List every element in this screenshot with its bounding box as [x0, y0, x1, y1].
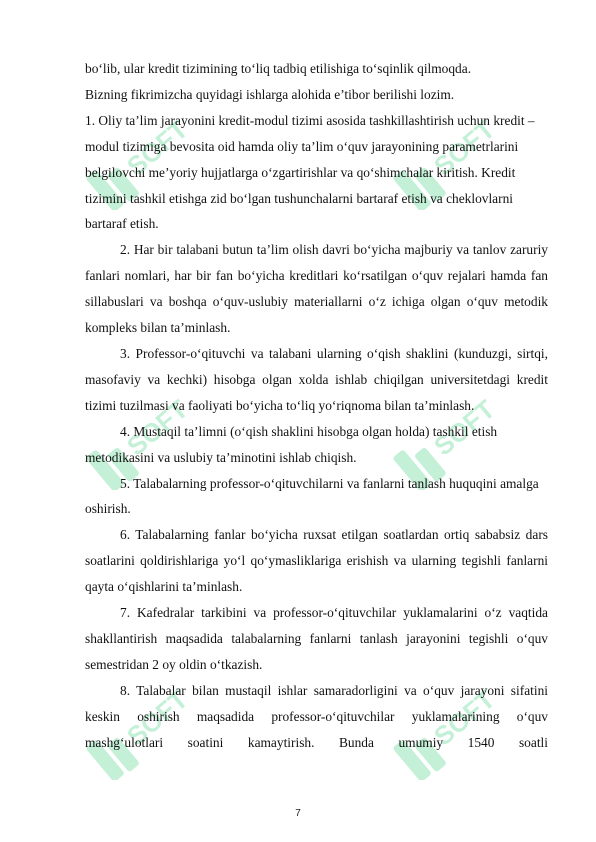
paragraph: bo‘lib, ular kredit tizimining to‘liq tadbiq etilishiga to‘sqinlik qilmoqda.: [85, 61, 472, 76]
svg-text:SOFT: SOFT: [121, 113, 194, 182]
list-item: 3. Professor-o‘qituvchi va talabani ularning o‘qish shaklini (kunduzgi, sirtqi, masofaviy va kechki) hisobga olgan xolda ishlab chiqilgan universitetdagi kredit tizimi tuzilmasi va faoliyati bo‘yicha to‘liq yo‘riqnoma bilan ta’minlash.: [85, 345, 548, 413]
list-item: 8. Talabalar bilan mustaqil ishlar samaradorligini va o‘quv jarayoni sifatini keskin oshirish maqsadida professor-o‘qituvchilar yuklamalarining o‘quv mashg‘ulotlari soatini kamaytirish. Bunda umumiy 1540 soatli: [85, 682, 548, 750]
svg-text:SOFT: SOFT: [428, 393, 501, 462]
svg-text:SOFT: SOFT: [428, 113, 501, 182]
list-item: 4. Mustaqil ta’limni (o‘qish shaklini hisobga olgan holda) tashkil etish metodikasini va uslubiy ta’minotini ishlab chiqish.: [85, 423, 498, 465]
paragraph: Bizning fikrimizcha quyidagi ishlarga alohida e’tibor berilishi lozim.: [85, 86, 455, 102]
list-item: 5. Talabalarning professor-o‘qituvchilarni va fanlarni tanlash huquqini amalga oshirish.: [85, 475, 539, 517]
list-item: 1. Oliy ta’lim jarayonini kredit-modul tizimi asosida tashkillashtirish uchun kredit – modul tizimiga bevosita oid hamda oliy ta’lim o‘quv jarayonining parametrlarini belgilovchi me’yoriy hujjatlarga o‘zgartirishlar va qo‘shimchalar kiritish. Kredit tizimini tashkil etishga zid bo‘lgan tushunchalarni bartaraf etish va cheklovlarni bartaraf etish.: [85, 112, 535, 232]
list-item: 6. Talabalarning fanlar bo‘yicha ruxsat etilgan soatlardan ortiq sababsiz dars soatlarini qoldirishlariga yo‘l qo‘ymasliklariga erishish va ularning tegishli fanlarni qayta o‘qishlarini ta’minlash.: [85, 527, 548, 595]
svg-text:SOFT: SOFT: [428, 683, 501, 752]
list-item: 2. Har bir talabani butun ta’lim olish davri bo‘yicha majburiy va tanlov zaruriy fanlari nomlari, har bir fan bo‘yicha kreditlari ko‘rsatilgan o‘quv rejalari hamda fan sillabuslari va boshqa o‘quv-uslubiy materiallarni o‘z ichiga olgan o‘quv metodik kompleks bilan ta’minlash.: [85, 242, 548, 336]
page-number: 7: [295, 808, 301, 819]
svg-text:SOFT: SOFT: [121, 683, 194, 752]
list-item: 7. Kafedralar tarkibini va professor-o‘qituvchilar yuklamalarini o‘z vaqtida shakllantirish maqsadida talabalarning fanlarni tanlash jarayonini tegishli o‘quv semestridan 2 oy oldin o‘tkazish.: [85, 605, 548, 672]
svg-text:SOFT: SOFT: [121, 393, 194, 462]
body-text: [85, 56, 548, 755]
